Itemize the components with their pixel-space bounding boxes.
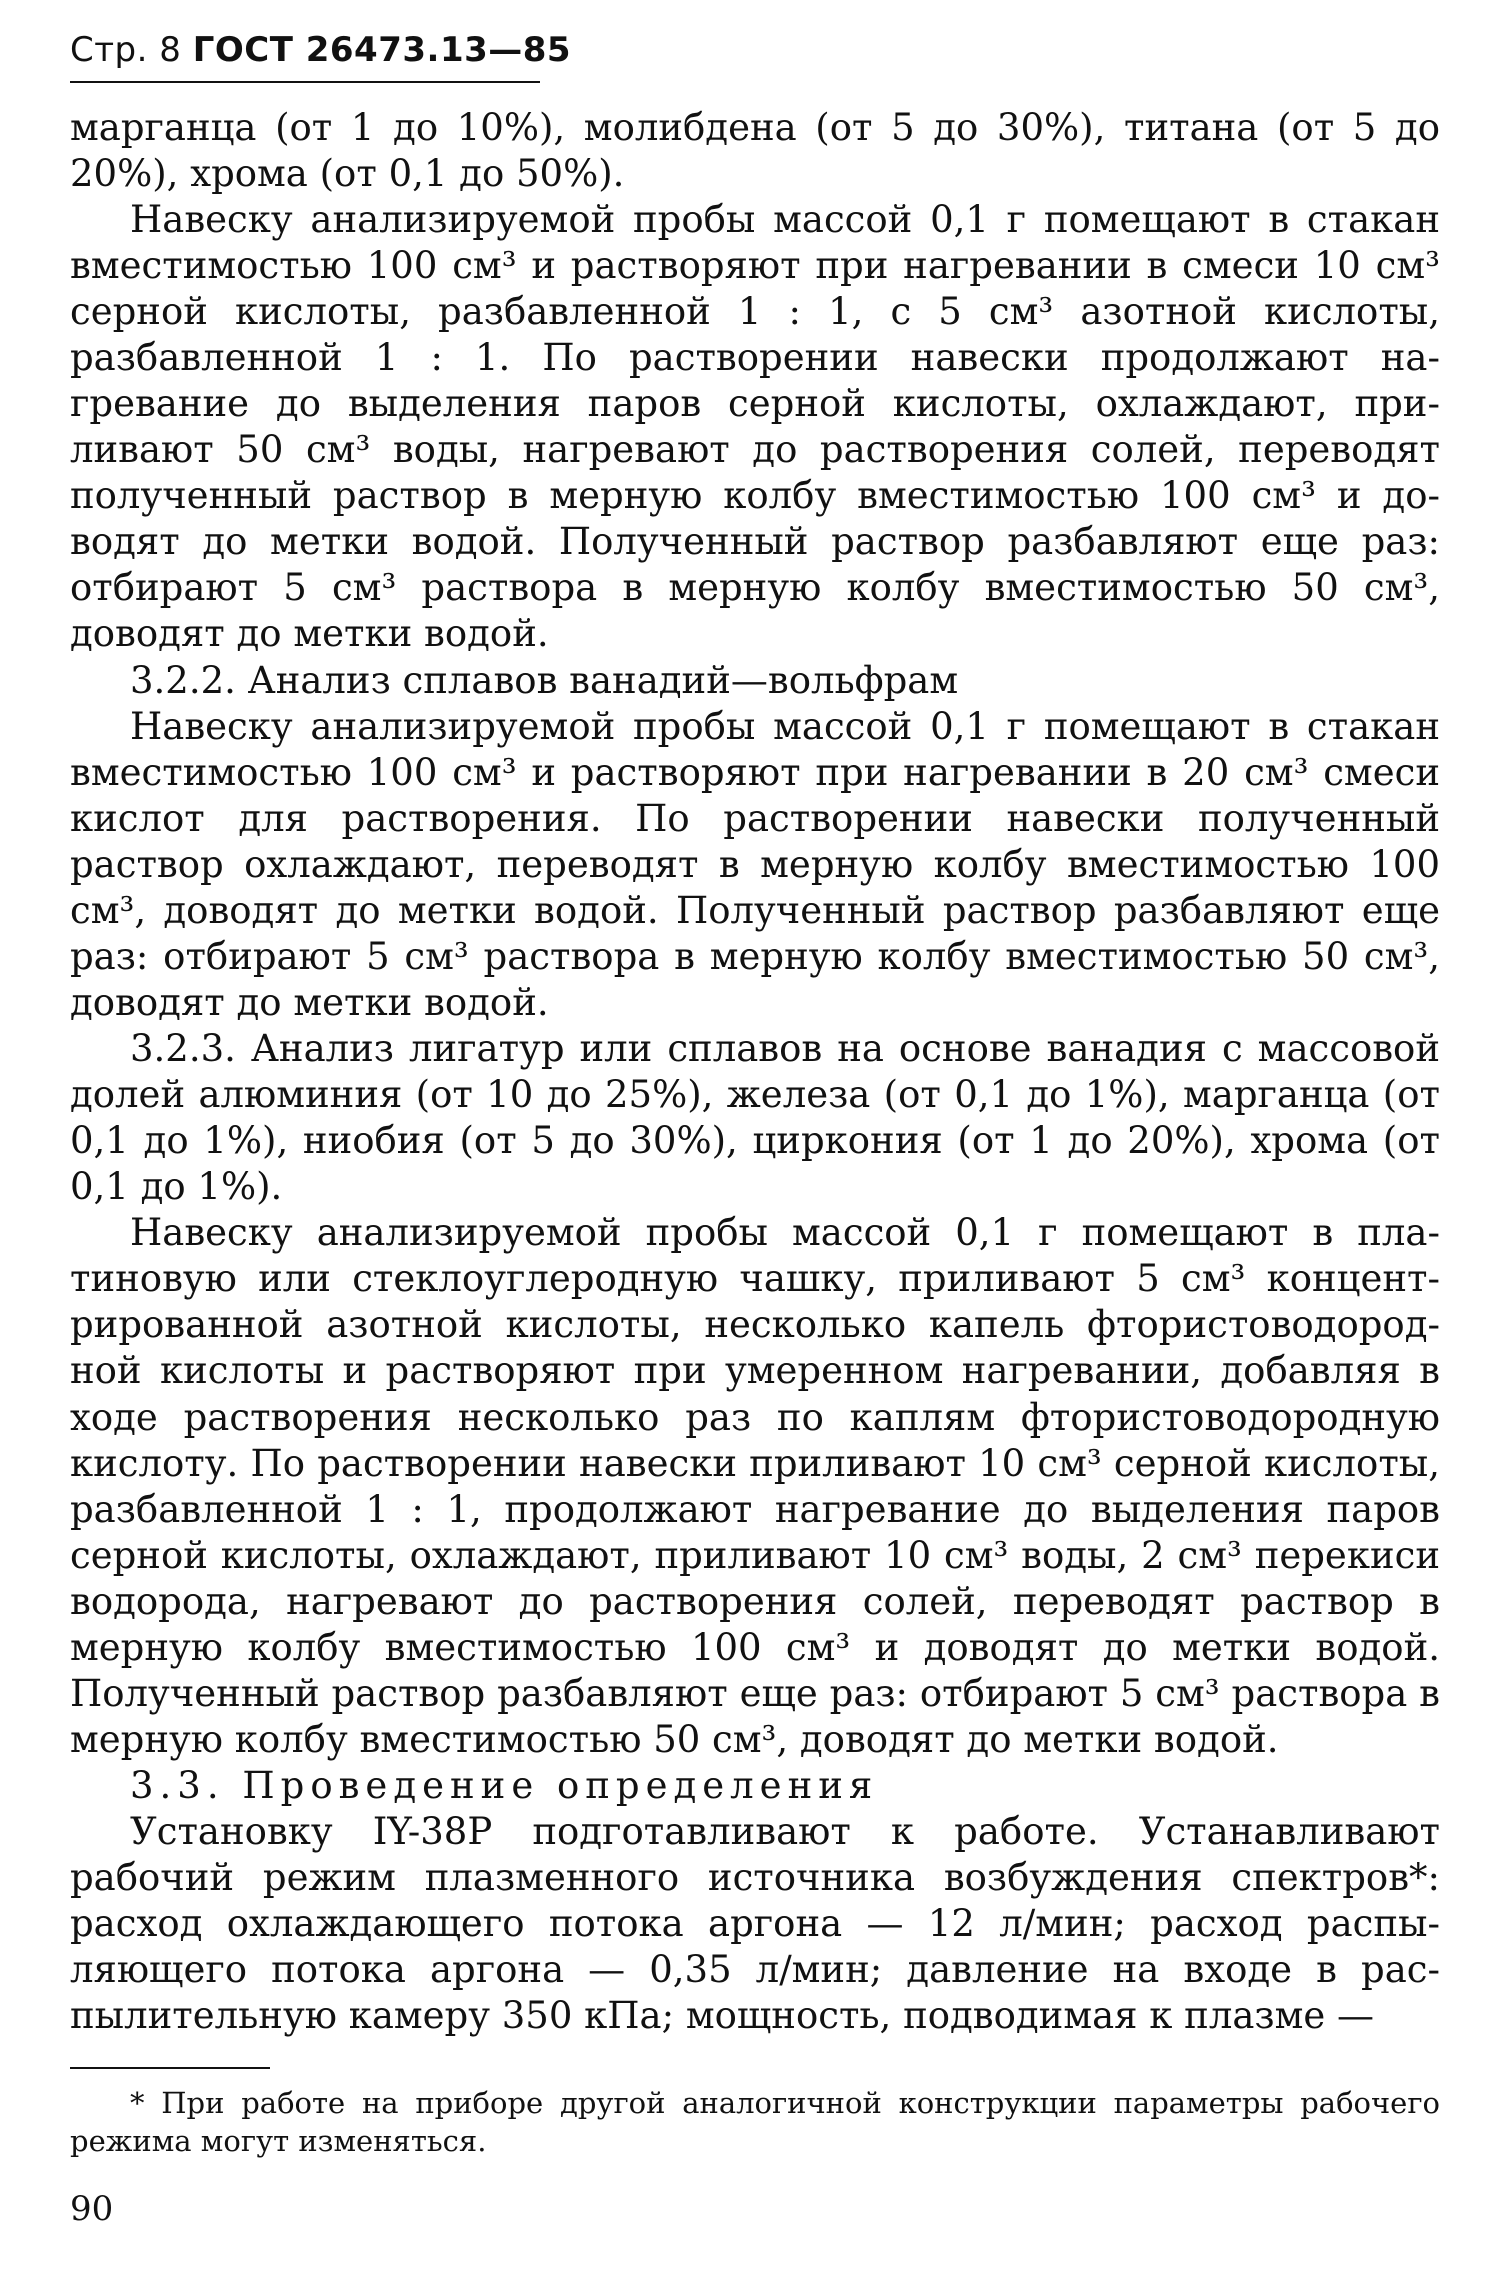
paragraph-setup: Установку IY-38P подготавливают к работе. Устанавливают рабочий режим плазменного источника возбуждения спектров*: расход охлаждающего потока аргона — 12 л/мин; расход распыляющего потока аргона — 0,35 л/мин; давление на входе в распылительную камеру 350 кПа; мощность, подводимая к плазме — [70,1810,1440,2038]
paragraph-vanadium-tungsten: Навеску анализируемой пробы массой 0,1 г помещают в стакан вместимостью 100 см³ и растворяют при нагревании в 20 см³ смеси кислот для растворения. По растворении навески полученный раствор охлаждают, переводят в мерную колбу вместимостью 100 см³, доводят до метки водой. Полученный раствор разбавляют еще раз: отбирают 5 см³ раствора в мерную колбу вместимостью 50 см³, доводят до метки водой. [70,704,1440,1024]
section-heading-3-2-2: 3.2.2. Анализ сплавов ванадий—вольфрам [130,658,959,702]
section-heading-3-2-3: 3.2.3. Анализ лигатур или сплавов на основе ванадия с массовой долей алюминия (от 10 до 25%), железа (от 0,1 до 1%), марганца (от 0,1 до 1%), ниобия (от 5 до 30%), циркония (от 1 до 20%), хрома (от 0,1 до 1%). [70,1027,1440,1209]
page-label: Стр. 8 [70,30,182,70]
paragraph-sample-prep-vanadium: Навеску анализируемой пробы массой 0,1 г помещают в стакан вместимостью 100 см³ и растворяют при нагревании в смеси 10 см³ серной кислоты, разбавленной 1 : 1, с 5 см³ азотной кислоты, разбавленной 1 : 1. По растворении навески продолжают нагревание до выделения паров серной кислоты, охлаждают, приливают 50 см³ воды, нагревают до растворения солей, переводят полученный раствор в мерную колбу вместимостью 100 см³ и доводят до метки водой. Полученный раствор разбавляют еще раз: отбирают 5 см³ раствора в мерную колбу вместимостью 50 см³, доводят до метки водой. [70,197,1440,656]
footnote: * При работе на приборе другой аналогичной конструкции параметры рабочего режима могут изменяться. [70,2086,1440,2159]
paragraph-ligature-prep: Навеску анализируемой пробы массой 0,1 г помещают в платиновую или стеклоуглеродную чашку, приливают 5 см³ концентрированной азотной кислоты, несколько капель фтористоводородной кислоты и растворяют при умеренном нагревании, добавляя в ходе растворения несколько раз по каплям фтористоводородную кислоту. По растворении навески приливают 10 см³ серной кислоты, разбавленной 1 : 1, продолжают нагревание до выделения паров серной кислоты, охлаждают, приливают 10 см³ воды, 2 см³ перекиси водорода, нагревают до растворения солей, переводят раствор в мерную колбу вместимостью 100 см³ и доводят до метки водой. Полученный раствор разбавляют еще раз: отбирают 5 см³ раствора в мерную колбу вместимостью 50 см³, доводят до метки водой. [70,1211,1440,1761]
gost-label: ГОСТ 26473.13—85 [192,30,572,70]
section-heading-3-3: 3.3. Проведение определения [130,1764,879,1808]
paragraph-continuation: марганца (от 1 до 10%), молибдена (от 5 до 30%), титана (от 5 до 20%), хрома (от 0,1 до 50%). [70,105,1440,195]
page-number: 90 [70,2188,114,2229]
document-page [70,30,1440,2270]
header-rule [70,81,540,83]
body-text [70,105,1440,2040]
footnote-rule [70,2067,270,2069]
page-header [70,30,1440,71]
